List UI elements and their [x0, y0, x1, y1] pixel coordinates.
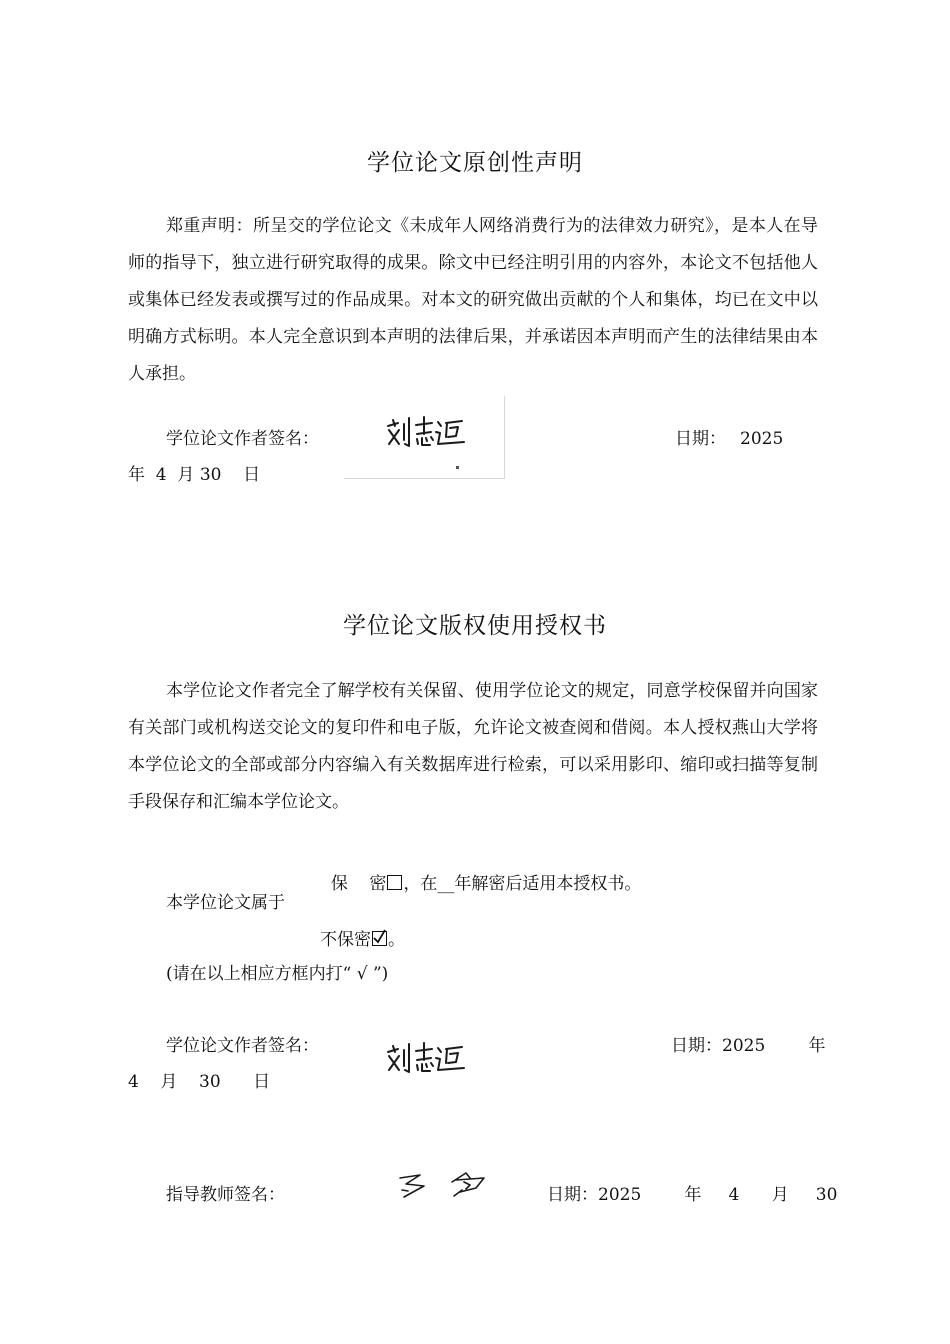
copyright-author-date-rest: 4 月 30 日 — [128, 1072, 271, 1092]
nonsecret-checkbox[interactable] — [372, 931, 387, 946]
secret-option — [320, 858, 641, 893]
copyright-title: 学位论文版权使用授权书 — [343, 613, 607, 639]
advisor-sign-label: 指导教师签名： — [166, 1185, 285, 1205]
signature-dot — [456, 466, 459, 469]
originality-title: 学位论文原创性声明 — [367, 150, 583, 176]
nonsecret-suffix: 。 — [388, 930, 405, 950]
originality-date-label: 日期： — [675, 429, 726, 449]
copyright-author-date: 日期：2025 年 — [671, 1036, 826, 1056]
checkbox-instruction: (请在以上相应方框内打“ √ ”) — [166, 964, 389, 984]
advisor-date: 日期：2025 年 4 月 30 — [547, 1185, 838, 1205]
copyright-author-signature-image — [384, 1040, 468, 1085]
nonsecret-option — [320, 931, 405, 949]
nonsecret-label: 不保密 — [320, 930, 371, 950]
advisor-signature-image — [396, 1170, 492, 1209]
author-signature-image — [384, 414, 468, 459]
secret-checkbox[interactable] — [387, 875, 402, 890]
secret-label: 保 密 — [330, 874, 387, 894]
copyright-author-sign-label: 学位论文作者签名： — [166, 1036, 319, 1056]
secret-suffix: ，在__年解密后适用本授权书。 — [403, 874, 642, 894]
copyright-body: 本学位论文作者完全了解学校有关保留、使用学位论文的规定，同意学校保留并向国家有关部门或机构送交论文的复印件和电子版，允许论文被查阅和借阅。本人授权燕山大学将本学位论文的全部或部分内容编入有关数据库进行检索，可以采用影印、缩印或扫描等复制手段保存和汇编本学位论文。 — [128, 681, 818, 812]
originality-body: 郑重声明：所呈交的学位论文《未成年人网络消费行为的法律效力研究》，是本人在导师的指导下，独立进行研究取得的成果。除文中已经注明引用的内容外，本论文不包括他人或集体已经发表或撰写过的作品成果。对本文的研究做出贡献的个人和集体，均已在文中以明确方式标明。本人完全意识到本声明的法律后果，并承诺因本声明而产生的法律结果由本人承担。 — [128, 216, 818, 384]
author-sign-label: 学位论文作者签名： — [166, 429, 319, 449]
belongs-label: 本学位论文属于 — [166, 893, 285, 913]
originality-date-rest: 年 4 月 30 日 — [128, 465, 261, 485]
originality-date-year: 2025 — [740, 429, 784, 449]
